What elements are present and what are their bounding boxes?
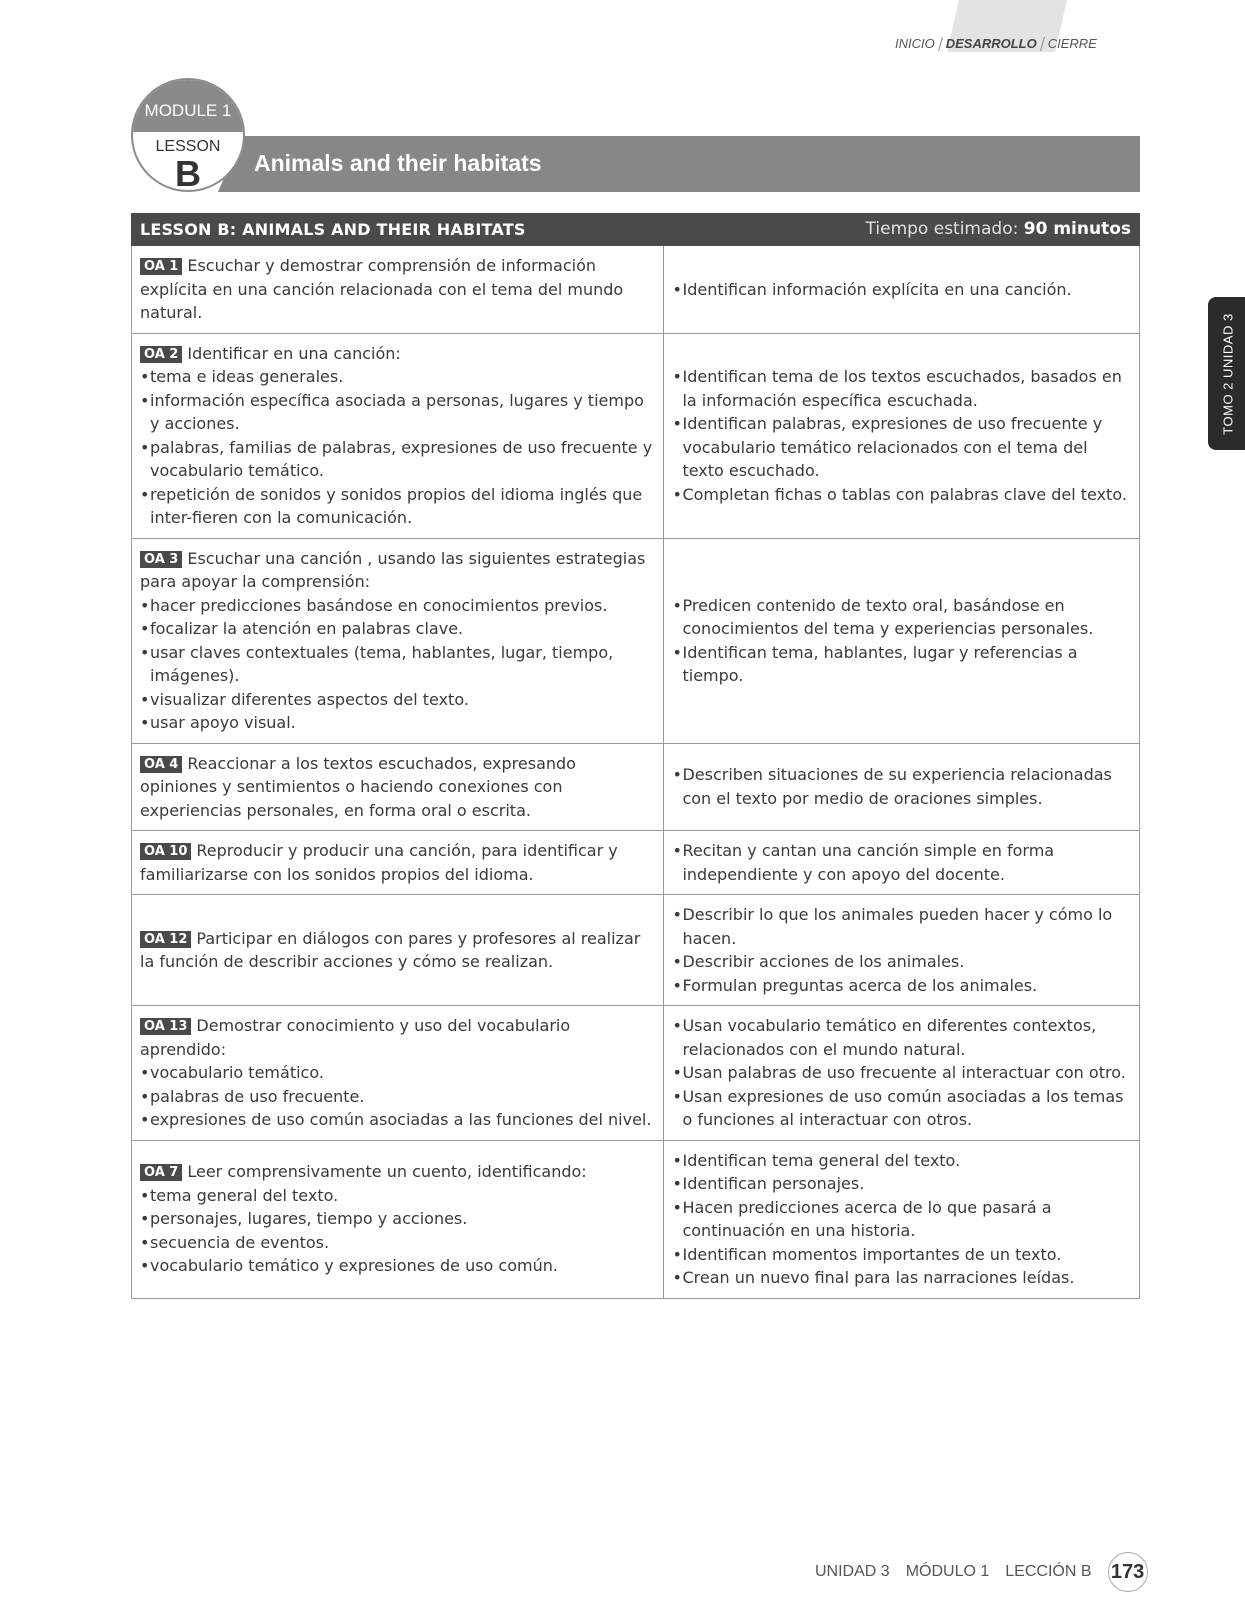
indicator-list <box>672 1149 1131 1290</box>
objective-text-block <box>140 839 655 886</box>
objective-text: Identificar en una canción: <box>187 343 401 363</box>
objective-code-badge: OA 7 <box>140 1164 182 1181</box>
objective-code-badge: OA 1 <box>140 258 182 275</box>
objective-bullet: • focalizar la atención en palabras clave. <box>140 617 655 641</box>
indicator-item: • Identifican tema de los textos escuchados, basados en la información específica escuchada. <box>672 365 1131 412</box>
indicator-item: • Identifican momentos importantes de un texto. <box>672 1243 1131 1267</box>
objective-cell <box>132 895 664 1006</box>
objective-cell <box>132 743 664 831</box>
objective-text: Reproducir y producir una canción, para identificar y familiarizarse con los sonidos propios del idioma. <box>140 841 618 884</box>
indicator-item: • Identifican palabras, expresiones de uso frecuente y vocabulario temático relacionados con el tema del texto escuchado. <box>672 412 1131 483</box>
table-row <box>132 895 1140 1006</box>
section-nav <box>895 0 1135 60</box>
indicator-item: • Identifican información explícita en una canción. <box>672 278 1131 302</box>
nav-inicio: INICIO <box>895 36 935 51</box>
time-label: Tiempo estimado: <box>865 218 1019 239</box>
objective-bullet: • vocabulario temático. <box>140 1061 655 1085</box>
page-footer <box>815 1552 1148 1592</box>
objective-bullet-list <box>140 365 655 530</box>
module-label: MODULE 1 <box>144 101 232 120</box>
table-row <box>132 1006 1140 1141</box>
indicator-list <box>672 365 1131 506</box>
objective-cell <box>132 246 664 334</box>
side-tab <box>1208 297 1245 450</box>
indicator-list <box>672 903 1131 997</box>
table-row <box>132 831 1140 895</box>
objective-bullet: • usar apoyo visual. <box>140 711 655 735</box>
objective-text: Escuchar y demostrar comprensión de información explícita en una canción relacionada con el tema del mundo natural. <box>140 256 624 322</box>
indicator-item: • Crean un nuevo final para las narraciones leídas. <box>672 1266 1131 1290</box>
objective-bullet-list <box>140 1061 655 1132</box>
title-bar <box>200 136 1140 192</box>
objective-bullet-list <box>140 1184 655 1278</box>
indicator-item: • Identifican tema, hablantes, lugar y referencias a tiempo. <box>672 641 1131 688</box>
indicator-cell <box>664 333 1140 538</box>
indicator-item: • Recitan y cantan una canción simple en forma independiente y con apoyo del docente. <box>672 839 1131 886</box>
footer-module: MÓDULO 1 <box>905 1563 990 1580</box>
indicator-item: • Usan palabras de uso frecuente al interactuar con otro. <box>672 1061 1131 1085</box>
indicator-list <box>672 839 1131 886</box>
objective-code-badge: OA 12 <box>140 931 191 948</box>
indicator-cell <box>664 895 1140 1006</box>
nav-separator <box>1040 37 1045 51</box>
table-row <box>132 743 1140 831</box>
objective-bullet: • hacer predicciones basándose en conocimientos previos. <box>140 594 655 618</box>
estimated-time <box>866 218 1131 242</box>
indicator-cell <box>664 831 1140 895</box>
indicator-cell <box>664 1140 1140 1298</box>
footer-lesson: LECCIÓN B <box>1005 1563 1092 1580</box>
lesson-label: LESSON <box>155 138 221 155</box>
objective-text: Leer comprensivamente un cuento, identificando: <box>187 1162 587 1182</box>
objective-code-badge: OA 4 <box>140 756 182 773</box>
indicator-list <box>672 594 1131 688</box>
objective-bullet: • usar claves contextuales (tema, hablantes, lugar, tiempo, imágenes). <box>140 641 655 688</box>
objective-text-block <box>140 927 655 974</box>
indicator-list <box>672 278 1131 302</box>
indicator-item: • Usan expresiones de uso común asociadas a los temas o funciones al interactuar con otros. <box>672 1085 1131 1132</box>
objective-code-badge: OA 3 <box>140 551 182 568</box>
objective-cell <box>132 1006 664 1141</box>
objective-bullet: • repetición de sonidos y sonidos propios del idioma inglés que inter-fieren con la comunicación. <box>140 483 655 530</box>
objective-text: Escuchar una canción , usando las siguientes estrategias para apoyar la comprensión: <box>140 548 646 591</box>
objective-code-badge: OA 13 <box>140 1018 191 1035</box>
objective-text: Demostrar conocimiento y uso del vocabulario aprendido: <box>140 1016 571 1059</box>
table-row <box>132 246 1140 334</box>
indicator-item: • Formulan preguntas acerca de los animales. <box>672 974 1131 998</box>
indicator-cell <box>664 246 1140 334</box>
nav-cierre: CIERRE <box>1047 36 1097 51</box>
objective-bullet: • secuencia de eventos. <box>140 1231 655 1255</box>
indicator-item: • Describir lo que los animales pueden hacer y cómo lo hacen. <box>672 903 1131 950</box>
lesson-table <box>131 213 1140 1299</box>
indicator-item: • Describir acciones de los animales. <box>672 950 1131 974</box>
nav-desarrollo: DESARROLLO <box>945 36 1037 51</box>
side-tab-label: TOMO 2 UNIDAD 3 <box>1220 312 1236 435</box>
objective-text: Participar en diálogos con pares y profesores al realizar la función de describir acciones y cómo se realizan. <box>140 928 641 971</box>
objective-code-badge: OA 10 <box>140 843 191 860</box>
objective-cell <box>132 1140 664 1298</box>
page-number: 173 <box>1108 1552 1148 1592</box>
indicator-item: • Identifican personajes. <box>672 1172 1131 1196</box>
indicator-list <box>672 1014 1131 1132</box>
objective-text-block <box>140 547 655 594</box>
objective-bullet: • personajes, lugares, tiempo y acciones. <box>140 1207 655 1231</box>
objective-text-block <box>140 1014 655 1061</box>
objective-text-block <box>140 254 655 325</box>
indicator-item: • Completan fichas o tablas con palabras clave del texto. <box>672 483 1131 507</box>
footer-unit: UNIDAD 3 <box>815 1563 890 1580</box>
lesson-letter: B <box>175 153 201 192</box>
table-header-title: LESSON B: ANIMALS AND THEIR HABITATS <box>140 219 526 239</box>
objective-bullet: • tema e ideas generales. <box>140 365 655 389</box>
indicator-list <box>672 763 1131 810</box>
indicator-item: • Usan vocabulario temático en diferentes contextos, relacionados con el mundo natural. <box>672 1014 1131 1061</box>
table-header-cell <box>132 214 1140 246</box>
objective-text-block <box>140 1160 655 1184</box>
table-row <box>132 1140 1140 1298</box>
objective-cell <box>132 538 664 743</box>
indicator-item: • Hacen predicciones acerca de lo que pasará a continuación en una historia. <box>672 1196 1131 1243</box>
time-value: 90 minutos <box>1023 218 1131 239</box>
page-title: Animals and their habitats <box>254 150 542 176</box>
objective-bullet: • información específica asociada a personas, lugares y tiempo y acciones. <box>140 389 655 436</box>
indicator-cell <box>664 1006 1140 1141</box>
objective-text-block <box>140 752 655 823</box>
indicator-cell <box>664 743 1140 831</box>
indicator-item: • Identifican tema general del texto. <box>672 1149 1131 1173</box>
objective-bullet: • vocabulario temático y expresiones de uso común. <box>140 1254 655 1278</box>
module-badge <box>131 78 245 192</box>
objective-cell <box>132 333 664 538</box>
objective-text-block <box>140 342 655 366</box>
objective-bullet: • visualizar diferentes aspectos del texto. <box>140 688 655 712</box>
table-row <box>132 538 1140 743</box>
indicator-item: • Describen situaciones de su experiencia relacionadas con el texto por medio de oraciones simples. <box>672 763 1131 810</box>
objective-bullet: • tema general del texto. <box>140 1184 655 1208</box>
objective-code-badge: OA 2 <box>140 346 182 363</box>
indicator-cell <box>664 538 1140 743</box>
objective-bullet-list <box>140 594 655 735</box>
indicator-item: • Predicen contenido de texto oral, basándose en conocimientos del tema y experiencias personales. <box>672 594 1131 641</box>
objective-bullet: • palabras de uso frecuente. <box>140 1085 655 1109</box>
nav-separator <box>938 37 943 51</box>
objective-text: Reaccionar a los textos escuchados, expresando opiniones y sentimientos o haciendo conexiones con experiencias personales, en forma oral o escrita. <box>140 753 576 820</box>
table-row <box>132 333 1140 538</box>
objective-bullet: • expresiones de uso común asociadas a las funciones del nivel. <box>140 1108 655 1132</box>
objective-bullet: • palabras, familias de palabras, expresiones de uso frecuente y vocabulario temático. <box>140 436 655 483</box>
table-header-row <box>132 214 1140 246</box>
objective-cell <box>132 831 664 895</box>
